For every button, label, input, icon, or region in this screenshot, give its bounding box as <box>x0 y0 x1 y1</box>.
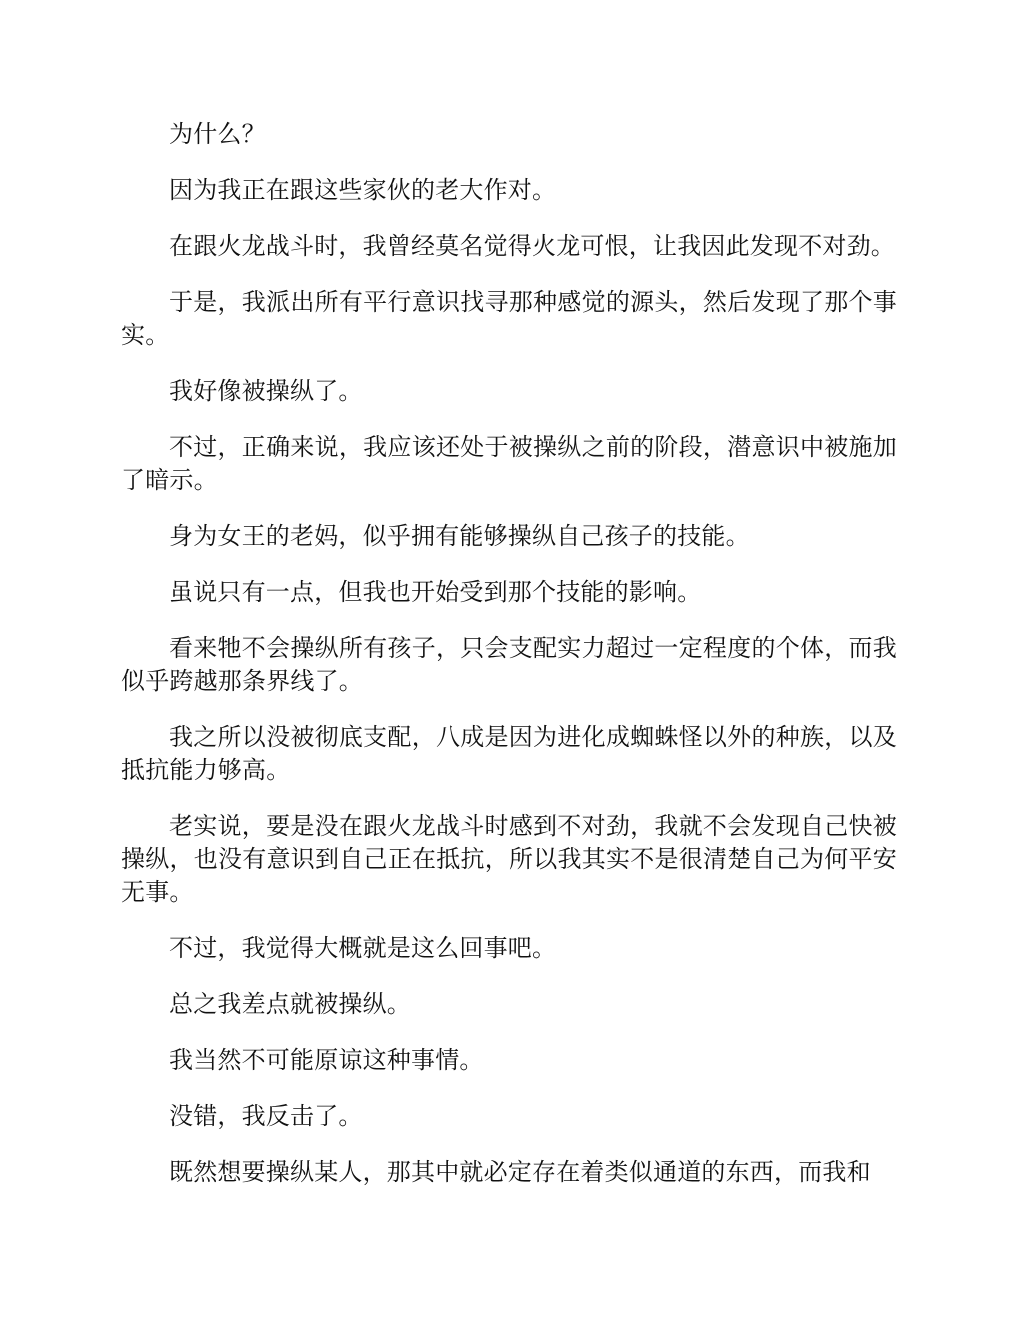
paragraph: 不过，正确来说，我应该还处于被操纵之前的阶段，潜意识中被施加了暗示。 <box>121 433 897 494</box>
paragraph: 身为女王的老妈，似乎拥有能够操纵自己孩子的技能。 <box>169 522 750 550</box>
paragraph: 虽说只有一点，但我也开始受到那个技能的影响。 <box>169 578 702 606</box>
paragraph: 没错，我反击了。 <box>169 1102 363 1130</box>
text-column <box>121 118 897 1212</box>
paragraph: 老实说，要是没在跟火龙战斗时感到不对劲，我就不会发现自己快被操纵，也没有意识到自己正在抵抗，所以我其实不是很清楚自己为何平安无事。 <box>121 812 897 906</box>
paragraph: 为什么？ <box>169 120 266 148</box>
paragraph: 我当然不可能原谅这种事情。 <box>169 1046 484 1074</box>
paragraph: 不过，我觉得大概就是这么回事吧。 <box>169 934 557 962</box>
paragraph: 我好像被操纵了。 <box>169 377 363 405</box>
paragraph: 既然想要操纵某人，那其中就必定存在着类似通道的东西，而我和 <box>169 1158 871 1186</box>
paragraph: 在跟火龙战斗时，我曾经莫名觉得火龙可恨，让我因此发现不对劲。 <box>169 232 895 260</box>
paragraph: 因为我正在跟这些家伙的老大作对。 <box>169 176 557 204</box>
paragraph: 于是，我派出所有平行意识找寻那种感觉的源头，然后发现了那个事实。 <box>121 288 897 349</box>
paragraph: 总之我差点就被操纵。 <box>169 990 411 1018</box>
paragraph: 我之所以没被彻底支配，八成是因为进化成蜘蛛怪以外的种族，以及抵抗能力够高。 <box>121 723 897 784</box>
paragraph: 看来牠不会操纵所有孩子，只会支配实力超过一定程度的个体，而我似乎跨越那条界线了。 <box>121 634 897 695</box>
